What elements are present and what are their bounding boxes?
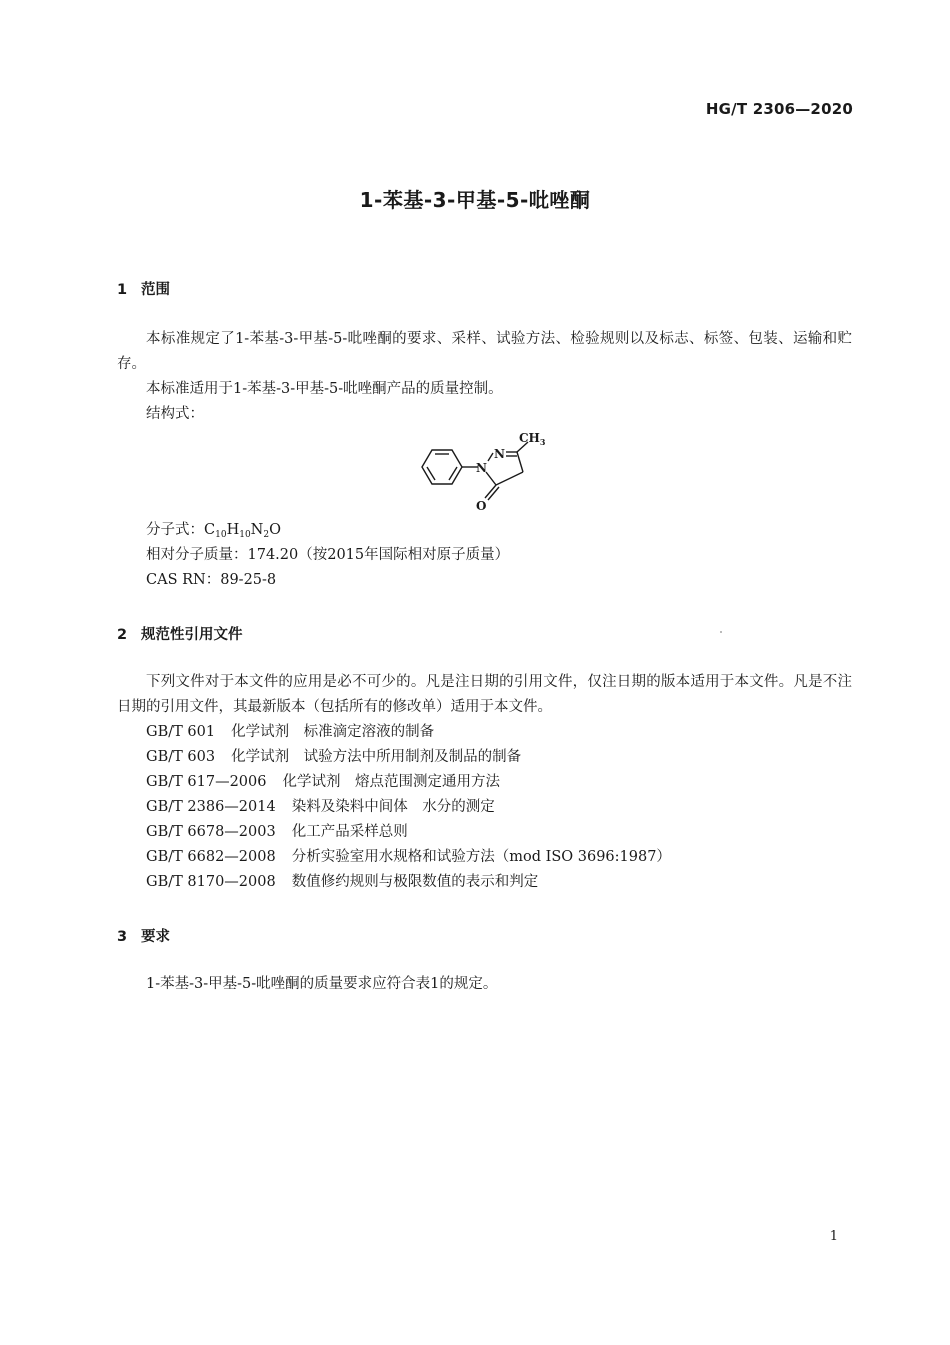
reference-item: GB/T 603 化学试剂 试验方法中所用制剂及制品的制备 (146, 749, 522, 765)
references-intro: 下列文件对于本文件的应用是必不可少的。凡是注日期的引用文件，仅注日期的版本适用于本文件。凡是不注日期的引用文件，其最新版本（包括所有的修改单）适用于本文件。 (117, 674, 852, 715)
section-title: 规范性引用文件 (141, 627, 243, 643)
requirements-paragraph: 1-苯基-3-甲基-5-吡唑酮的质量要求应符合表1的规定。 (146, 976, 498, 992)
section-title: 要求 (141, 929, 170, 945)
section-2-heading (117, 623, 243, 644)
atom-n-upper: N (494, 447, 505, 461)
benzene-ring (422, 450, 462, 484)
section-title: 范围 (141, 282, 170, 298)
reference-item: GB/T 617—2006 化学试剂 熔点范围测定通用方法 (146, 774, 500, 790)
reference-item: GB/T 6678—2003 化工产品采样总则 (146, 824, 408, 840)
molecular-formula: 分子式：$C_{10}H_{10}N_2O$ (146, 522, 281, 540)
scope-paragraph-2: 本标准适用于1-苯基-3-甲基-5-吡唑酮产品的质量控制。 (146, 381, 503, 397)
structural-formula (410, 428, 560, 516)
structure-label: 结构式： (146, 406, 204, 422)
methyl-group: $CH_3$ (519, 431, 546, 447)
section-3-heading (117, 925, 170, 946)
atom-oxygen: O (476, 499, 487, 513)
section-number: 1 (117, 282, 128, 298)
scan-speck (720, 631, 722, 633)
cas-number: CAS RN：89-25-8 (146, 572, 277, 588)
page-number: 1 (829, 1229, 838, 1244)
reference-item: GB/T 8170—2008 数值修约规则与极限数值的表示和判定 (146, 874, 539, 890)
standard-number: HG/T 2306—2020 (705, 100, 853, 118)
reference-item: GB/T 6682—2008 分析实验室用水规格和试验方法（mod ISO 3696:1987） (146, 849, 671, 865)
atom-n-lower: N (476, 461, 487, 475)
reference-item: GB/T 601 化学试剂 标准滴定溶液的制备 (146, 724, 435, 740)
scope-paragraph-1: 本标准规定了1-苯基-3-甲基-5-吡唑酮的要求、采样、试验方法、检验规则以及标志、标签、包装、运输和贮存。 (117, 331, 852, 372)
reference-item: GB/T 2386—2014 染料及染料中间体 水分的测定 (146, 799, 495, 815)
page-title: 1-苯基-3-甲基-5-吡唑酮 (359, 188, 591, 212)
section-number: 3 (117, 929, 128, 945)
molecular-mass: 相对分子质量：174.20（按2015年国际相对原子质量） (146, 547, 510, 563)
section-1-heading (117, 278, 170, 299)
section-number: 2 (117, 627, 128, 643)
